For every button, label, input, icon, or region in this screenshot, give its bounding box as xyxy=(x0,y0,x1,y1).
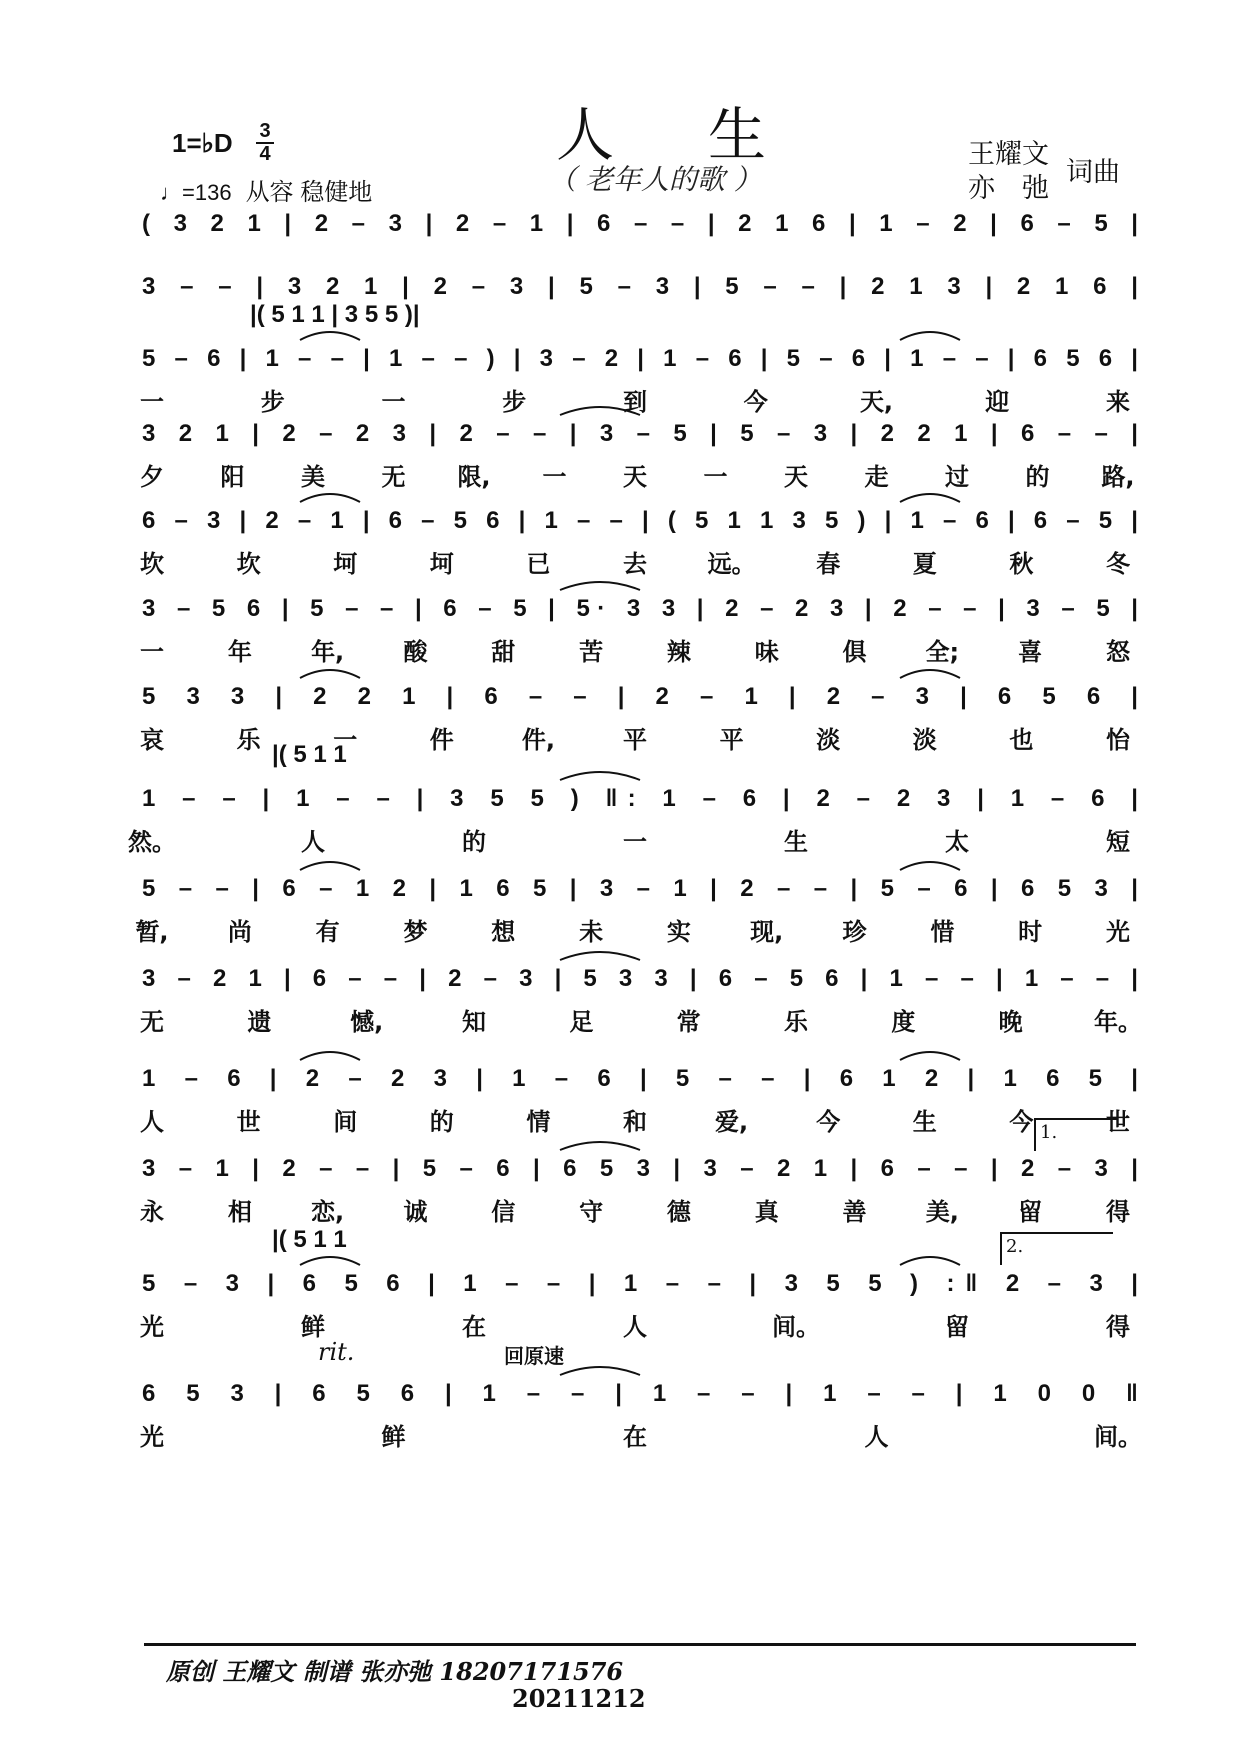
lyric-syllable: 限, xyxy=(457,463,491,491)
a-tempo-marking: 回原速 xyxy=(504,1344,564,1368)
lyric-syllable: 留 xyxy=(945,1313,969,1341)
lyric-syllable: 人 xyxy=(864,1423,889,1451)
lyric-syllable: 美, xyxy=(925,1198,959,1226)
lyric-syllable: 今 xyxy=(1009,1108,1034,1136)
lyric-syllable: 善 xyxy=(842,1198,867,1226)
lyric-syllable: 相 xyxy=(227,1198,252,1226)
slur-mark xyxy=(300,494,360,502)
lyric-syllable: 遗 xyxy=(247,1008,272,1036)
lyric-syllable: 天 xyxy=(623,463,647,491)
lyric-syllable: 到 xyxy=(623,388,647,416)
title-left: 人 xyxy=(556,101,615,169)
intro-notation: |( 5 1 1 xyxy=(272,741,347,768)
lyric-syllable: 哀 xyxy=(140,726,164,754)
lyric-syllable: 晚 xyxy=(998,1008,1023,1036)
slur-mark xyxy=(560,952,640,960)
lyric-syllable: 淡 xyxy=(912,726,937,754)
slur-mark xyxy=(900,332,960,340)
notes-text: 1 – 6 | 2 – 2 3 | 1 – 6 | 5 – – | 6 1 2 | 1 6 5 | xyxy=(142,1065,1138,1092)
lyric-syllable: 间 xyxy=(333,1108,358,1136)
lyric-syllable: 怒 xyxy=(1106,638,1130,666)
notes-text: 6 – 3 | 2 – 1 | 6 – 5 6 | 1 – – | ( 5 1 1 3 5 ) | 1 – 6 | 6 – 5 | xyxy=(142,507,1138,534)
lyric-syllable: 去 xyxy=(623,550,647,578)
slur-mark xyxy=(560,407,640,415)
tempo-text: 从容 稳健地 xyxy=(245,179,373,206)
lyric-syllable: 路, xyxy=(1101,463,1135,491)
lyric-syllable: 坷 xyxy=(429,550,454,578)
lyric-syllable: 酸 xyxy=(403,638,428,666)
lyric-syllable: 苦 xyxy=(579,638,604,666)
lyric-syllable: 人 xyxy=(623,1313,647,1341)
notes-text: ( 3 2 1 | 2 – 3 | 2 – 1 | 6 – – | 2 1 6 | 1 – 2 | 6 – 5 | xyxy=(142,210,1138,237)
notes-text: 3 – 2 1 | 6 – – | 2 – 3 | 5 3 3 | 6 – 5 6 | 1 – – | 1 – – | xyxy=(142,965,1138,992)
lyric-syllable: 时 xyxy=(1018,918,1043,946)
lyric-syllable: 实 xyxy=(666,918,691,946)
lyric-syllable: 留 xyxy=(1018,1198,1043,1226)
volta-2: 2. xyxy=(1000,1232,1113,1265)
lyric-syllable: 在 xyxy=(623,1423,647,1451)
lyric-syllable: 辣 xyxy=(666,638,691,666)
lyric-syllable: 平 xyxy=(719,726,744,754)
key-signature: 1=♭D xyxy=(172,128,233,158)
credit: 词曲 xyxy=(1066,157,1120,188)
notes-text: 1 – – | 1 – – | 3 5 5 ) ‖: 1 – 6 | 2 – 2 3 | 1 – 6 | xyxy=(142,785,1139,812)
lyric-syllable: 光 xyxy=(140,1423,164,1451)
lyric-syllable: 现, xyxy=(750,918,784,946)
lyric-syllable: 短 xyxy=(1106,828,1130,856)
lyric-syllable: 常 xyxy=(676,1008,701,1036)
lyric-syllable: 来 xyxy=(1106,388,1130,416)
lyric-syllable: 一 xyxy=(140,638,164,666)
meter-top: 3 xyxy=(259,120,271,142)
lyric-syllable: 坎 xyxy=(236,550,261,578)
notation-line xyxy=(0,1365,1240,1485)
lyric-syllable: 坷 xyxy=(333,550,358,578)
slur-mark xyxy=(900,494,960,502)
lyric-syllable: 冬 xyxy=(1106,550,1130,578)
tempo-value: =136 xyxy=(182,180,232,205)
lyric-syllable: 知 xyxy=(462,1008,486,1036)
lyric-syllable: 诚 xyxy=(403,1198,428,1226)
lyric-syllable: 坎 xyxy=(140,550,164,578)
lyric-syllable: 人 xyxy=(140,1108,164,1136)
lyric-syllable: 乐 xyxy=(236,726,261,754)
notation-line xyxy=(0,1226,1240,1375)
footer-credit: 原创 王耀文 制谱 张亦弛 18207171576 xyxy=(166,1657,624,1686)
slur-mark xyxy=(900,1257,960,1265)
lyric-syllable: 全; xyxy=(925,638,960,666)
lyric-syllable: 过 xyxy=(945,463,969,491)
slur-mark xyxy=(300,862,360,870)
lyric-syllable: 想 xyxy=(491,918,516,946)
lyric-syllable: 秋 xyxy=(1009,550,1034,578)
lyric-syllable: 光 xyxy=(1106,918,1130,946)
lyric-syllable: 春 xyxy=(816,550,841,578)
notes-text: 6 5 3 | 6 5 6 | 1 – – | 1 – – | 1 – – | 1 0 0 ‖ xyxy=(142,1380,1139,1407)
lyric-syllable: 件, xyxy=(521,726,555,754)
lyric-syllable: 太 xyxy=(945,828,969,856)
lyric-syllable: 夏 xyxy=(912,550,937,578)
lyric-syllable: 憾, xyxy=(350,1008,384,1036)
slur-mark xyxy=(300,670,360,678)
slur-mark xyxy=(300,1052,360,1060)
lyric-syllable: 年 xyxy=(227,638,252,666)
lyric-syllable: 生 xyxy=(912,1108,937,1136)
lyric-syllable: 间。 xyxy=(772,1313,820,1341)
lyric-syllable: 步 xyxy=(260,388,285,416)
lyric-syllable: 有 xyxy=(315,918,340,946)
lyric-syllable: 无 xyxy=(140,1008,164,1036)
lyric-syllable: 一 xyxy=(703,463,728,491)
lyric-syllable: 守 xyxy=(579,1198,604,1226)
lyric-syllable: 恋, xyxy=(311,1198,345,1226)
lyric-syllable: 世 xyxy=(1106,1108,1130,1136)
lyric-syllable: 足 xyxy=(569,1008,594,1036)
lyric-syllable: 德 xyxy=(666,1198,691,1226)
lyric-syllable: 信 xyxy=(491,1198,516,1226)
lyric-syllable: 暂, xyxy=(135,918,169,946)
lyric-syllable: 一 xyxy=(333,726,358,754)
lyric-syllable: 的 xyxy=(462,828,486,856)
quarter-note-icon: ♩ xyxy=(160,180,182,205)
lyric-syllable: 味 xyxy=(754,638,779,666)
lyric-syllable: 年。 xyxy=(1094,1008,1142,1036)
intro-notation: |( 5 1 1 | 3 5 5 )| xyxy=(250,301,420,328)
notes-text: 5 – 3 | 6 5 6 | 1 – – | 1 – – | 3 5 5 ) :‖ 2 – 3 | xyxy=(142,1270,1138,1297)
notes-text: 5 – 6 | 1 – – | 1 – – ) | 3 – 2 | 1 – 6 | 5 – 6 | 1 – – | 6 5 6 | xyxy=(142,345,1138,372)
lyric-syllable: 一 xyxy=(381,388,406,416)
lyric-syllable: 今 xyxy=(743,388,768,416)
notes-text: 3 – 5 6 | 5 – – | 6 – 5 | 5· 3 3 | 2 – 2 3 | 2 – – | 3 – 5 | xyxy=(142,595,1138,622)
lyric-syllable: 无 xyxy=(381,463,406,491)
lyric-syllable: 尚 xyxy=(227,918,252,946)
lyric-syllable: 步 xyxy=(502,388,527,416)
lyric-syllable: 在 xyxy=(462,1313,486,1341)
lyric-syllable: 一 xyxy=(623,828,647,856)
slur-mark xyxy=(900,862,960,870)
author-1: 王耀文 xyxy=(968,139,1049,170)
lyric-syllable: 走 xyxy=(864,463,889,491)
meter-bottom: 4 xyxy=(259,143,271,165)
volta-1: 1. xyxy=(1034,1118,1117,1151)
lyric-syllable: 一 xyxy=(542,463,567,491)
lyric-syllable: 得 xyxy=(1106,1198,1130,1226)
notes-text: 5 3 3 | 2 2 1 | 6 – – | 2 – 1 | 2 – 3 | 6 5 6 | xyxy=(142,683,1139,710)
lyric-syllable: 的 xyxy=(429,1108,454,1136)
lyric-syllable: 永 xyxy=(140,1198,164,1226)
lyric-syllable: 怡 xyxy=(1106,726,1130,754)
slur-mark xyxy=(300,332,360,340)
lyric-syllable: 情 xyxy=(526,1108,551,1136)
intro-notation: |( 5 1 1 xyxy=(272,1226,347,1253)
lyric-syllable: 俱 xyxy=(842,638,867,666)
lyric-syllable: 鲜 xyxy=(381,1423,406,1451)
slur-mark xyxy=(560,582,640,590)
rit-marking: rit. xyxy=(318,1338,355,1366)
lyric-syllable: 淡 xyxy=(816,726,841,754)
lyric-syllable: 光 xyxy=(140,1313,164,1341)
slur-mark xyxy=(560,1142,640,1150)
lyric-syllable: 鲜 xyxy=(301,1313,325,1341)
lyric-syllable: 度 xyxy=(891,1008,916,1036)
author-2: 亦 弛 xyxy=(968,173,1049,204)
lyric-syllable: 间。 xyxy=(1094,1423,1142,1451)
lyric-syllable: 天 xyxy=(784,463,808,491)
slur-mark xyxy=(560,1367,640,1375)
score-system xyxy=(0,1365,1240,1515)
lyric-syllable: 今 xyxy=(816,1108,841,1136)
notes-text: 3 – 1 | 2 – – | 5 – 6 | 6 5 3 | 3 – 2 1 | 6 – – | 2 – 3 | xyxy=(142,1155,1138,1182)
lyric-syllable: 美 xyxy=(301,463,325,491)
lyric-syllable: 爱, xyxy=(715,1108,749,1136)
lyric-syllable: 件 xyxy=(429,726,454,754)
lyric-syllable: 天, xyxy=(859,388,894,416)
lyric-syllable: 珍 xyxy=(842,918,867,946)
lyric-syllable: 惜 xyxy=(930,918,955,946)
lyric-syllable: 世 xyxy=(236,1108,261,1136)
lyric-syllable: 乐 xyxy=(784,1008,808,1036)
lyric-syllable: 平 xyxy=(623,726,647,754)
lyric-syllable: 的 xyxy=(1025,463,1050,491)
lyric-syllable: 然。 xyxy=(128,828,176,856)
slur-mark xyxy=(900,670,960,678)
lyric-syllable: 未 xyxy=(579,918,604,946)
footer-rule xyxy=(144,1643,1136,1646)
notes-text: 3 2 1 | 2 – 2 3 | 2 – – | 3 – 5 | 5 – 3 | 2 2 1 | 6 – – | xyxy=(142,420,1138,447)
lyric-syllable: 迎 xyxy=(985,388,1010,416)
lyric-syllable: 甜 xyxy=(491,638,516,666)
lyric-syllable: 一 xyxy=(140,388,164,416)
lyric-syllable: 阳 xyxy=(220,463,245,491)
slur-mark xyxy=(900,1052,960,1060)
lyric-syllable: 也 xyxy=(1009,726,1034,754)
slur-mark xyxy=(300,1257,360,1265)
lyric-syllable: 已 xyxy=(526,550,551,578)
lyric-syllable: 得 xyxy=(1106,1313,1130,1341)
time-signature xyxy=(256,122,274,164)
footer-date: 20211212 xyxy=(512,1684,646,1713)
lyric-syllable: 人 xyxy=(301,828,325,856)
lyric-syllable: 真 xyxy=(754,1198,779,1226)
lyric-syllable: 夕 xyxy=(140,463,164,491)
lyric-syllable: 喜 xyxy=(1018,638,1043,666)
notes-text: 3 – – | 3 2 1 | 2 – 3 | 5 – 3 | 5 – – | 2 1 3 | 2 1 6 | xyxy=(142,273,1138,300)
subtitle: （ 老年人的歌 ） xyxy=(548,163,762,196)
title-right: 生 xyxy=(708,101,767,169)
notes-text: 5 – – | 6 – 1 2 | 1 6 5 | 3 – 1 | 2 – – | 5 – 6 | 6 5 3 | xyxy=(142,875,1138,902)
lyric-syllable: 远。 xyxy=(707,550,756,578)
lyric-syllable: 和 xyxy=(623,1108,647,1136)
lyric-syllable: 年, xyxy=(311,638,345,666)
lyric-syllable: 梦 xyxy=(403,918,428,946)
slur-mark xyxy=(560,772,640,780)
lyric-syllable: 生 xyxy=(784,828,808,856)
